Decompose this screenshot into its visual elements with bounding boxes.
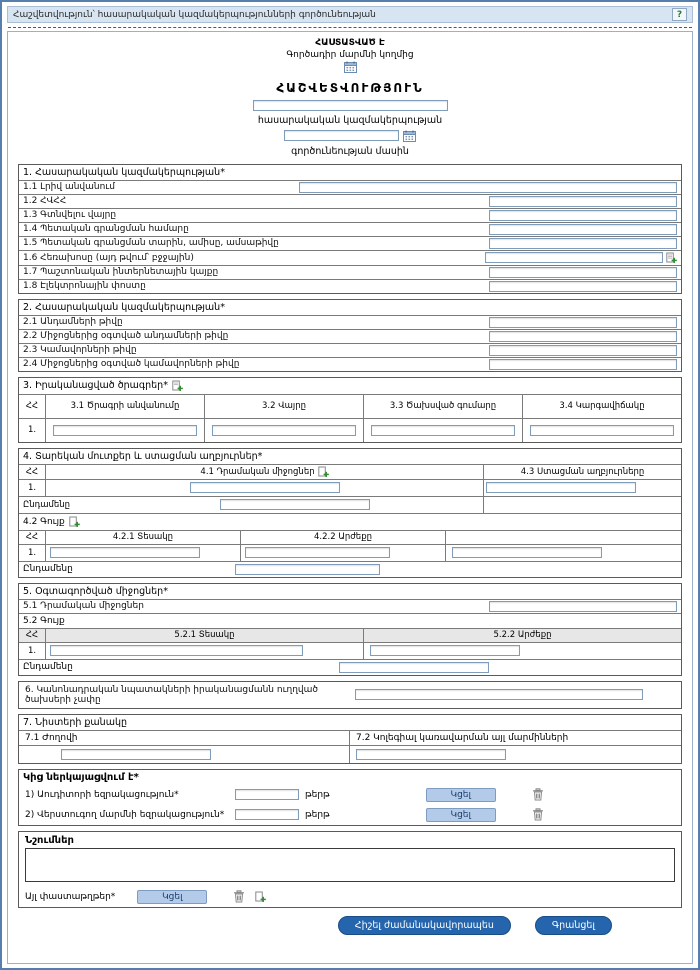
sheets-label: թերթ: [305, 809, 330, 820]
volunteers-count-input[interactable]: [489, 345, 677, 356]
section-3-title: 3. Իրականացված ծրագրեր*: [23, 380, 168, 392]
funded-members-label: 2.2 Միջոցներից օգտված անդամների թիվը: [23, 331, 229, 342]
property-row: [19, 544, 681, 561]
section-5: [18, 583, 682, 676]
registration-number-label: 1.4 Պետական գրանցման համարը: [23, 224, 189, 235]
statutory-expenses-label: 6. Կանոնադրական նպատակների իրականացմանն ուղղված ծախսերի չափը: [25, 684, 318, 705]
funded-volunteers-count-input[interactable]: [489, 359, 677, 370]
property-value-col: 4.2.2 Արժեքը: [240, 531, 445, 544]
program-name-col: 3.1 Ծրագրի անվանումը: [45, 395, 204, 418]
tin-label: 1.2 ՀՎՀՀ: [23, 196, 67, 207]
used-type-col: 5.2.1 Տեսակը: [45, 629, 363, 642]
phone-label: 1.6 Հեռախոսը (այդ թվում՝ բջջային): [23, 252, 194, 263]
revision-sheets-input[interactable]: [235, 809, 299, 820]
form-container: [7, 31, 693, 964]
statutory-expenses-input[interactable]: [355, 689, 643, 700]
save-temporarily-button[interactable]: Հիշել ժամանակավորապես: [338, 916, 511, 935]
other-docs-row: [25, 890, 675, 904]
attachments-section: [18, 769, 682, 826]
footer-actions: [18, 916, 682, 935]
collegial-col: 7.2 Կոլեգիալ կառավարման այլ մարմինների: [349, 731, 681, 745]
property-label: 4.2 Գույք: [23, 516, 65, 527]
section-7: [18, 714, 682, 764]
section-5-title: 5. Օգտագործված միջոցներ*: [23, 585, 168, 597]
section-2: [18, 299, 682, 372]
num-col-header: ՀՀ: [25, 630, 39, 641]
collegial-sessions-input[interactable]: [356, 749, 506, 760]
report-title: ՀԱՇՎԵՏՎՈՒԹՅՈՒՆ: [276, 80, 424, 95]
total-label: Ընդամենը: [23, 564, 73, 575]
full-name-input[interactable]: [299, 182, 677, 193]
num-col-header: ՀՀ: [25, 532, 39, 543]
approved-date-calendar-icon[interactable]: [344, 61, 357, 73]
used-property-label: 5.2 Գույք: [23, 615, 65, 626]
full-name-label: 1.1 Լրիվ անվանում: [23, 182, 115, 193]
notes-section: [18, 831, 682, 908]
report-period-input[interactable]: [284, 130, 399, 141]
revision-label: 2) Վերստուգող մարմնի եզրակացություն*: [25, 809, 225, 820]
num-col-header: ՀՀ: [25, 401, 39, 412]
assembly-sessions-input[interactable]: [61, 749, 211, 760]
members-count-label: 2.1 Անդամների թիվը: [23, 317, 123, 328]
email-label: 1.8 Էլեկտրոնային փոստը: [23, 281, 146, 292]
sheets-label: թերթ: [305, 789, 330, 800]
attachments-title: Կից ներկայացվում է*: [23, 771, 139, 783]
used-property-total-input[interactable]: [339, 662, 489, 673]
report-name-input[interactable]: [253, 100, 448, 111]
help-icon[interactable]: ?: [672, 8, 687, 21]
notes-title: Նշումներ: [25, 834, 74, 846]
audit-row: [19, 785, 681, 805]
register-button[interactable]: Գրանցել: [535, 916, 612, 935]
property-type-input[interactable]: [50, 547, 200, 558]
approved-by-label: Գործադիր մարմնի կողմից: [286, 49, 414, 60]
row-number: 1.: [27, 482, 37, 493]
money-col-header: 4.1 Դրամական միջոցներ: [200, 466, 315, 477]
website-input[interactable]: [489, 267, 677, 278]
funded-members-count-input[interactable]: [489, 331, 677, 342]
other-docs-delete-icon[interactable]: [233, 890, 245, 903]
program-place-col: 3.2 Վայրը: [204, 395, 363, 418]
property-header-row: [19, 530, 681, 544]
sources-col-header: 4.3 Ստացման աղբյուրները: [483, 465, 681, 479]
program-amount-input[interactable]: [371, 425, 516, 436]
approved-block: [18, 38, 682, 75]
assembly-col: 7.1 Ժողովի: [25, 732, 78, 743]
add-program-icon[interactable]: [172, 380, 183, 392]
audit-attach-button[interactable]: Կցել: [426, 788, 496, 802]
section-1: [18, 164, 682, 294]
revision-delete-icon[interactable]: [532, 808, 544, 821]
programs-header-row: [19, 394, 681, 418]
program-amount-col: 3.3 Ծախսված գումարը: [363, 395, 522, 418]
add-money-row-icon[interactable]: [318, 466, 329, 478]
used-property-total-row: [19, 659, 681, 675]
other-docs-add-icon[interactable]: [255, 891, 266, 903]
section-4: [18, 448, 682, 578]
row-number: 1.: [27, 645, 37, 656]
used-property-row: [19, 642, 681, 659]
window-titlebar: [7, 6, 693, 23]
email-input[interactable]: [489, 281, 677, 292]
report-activity-line: գործունեության մասին: [291, 145, 409, 157]
location-label: 1.3 Գտնվելու վայրը: [23, 210, 117, 221]
used-property-label-row: [19, 613, 681, 628]
other-docs-label: Այլ փաստաթղթեր*: [25, 891, 116, 902]
members-count-input[interactable]: [489, 317, 677, 328]
volunteers-count-label: 2.3 Կամավորների թիվը: [23, 345, 137, 356]
income-row: [19, 479, 681, 496]
notes-textarea[interactable]: [25, 848, 675, 882]
money-source-input[interactable]: [486, 482, 636, 493]
programs-row: [19, 418, 681, 442]
property-total-input[interactable]: [235, 564, 380, 575]
program-name-input[interactable]: [53, 425, 198, 436]
registration-number-input[interactable]: [489, 224, 677, 235]
used-property-value-input[interactable]: [370, 645, 520, 656]
used-property-header-row: [19, 628, 681, 642]
report-date-calendar-icon[interactable]: [403, 130, 416, 142]
total-label: Ընդամենը: [23, 499, 71, 510]
revision-row: [19, 805, 681, 825]
income-header-row: [19, 464, 681, 479]
window-title: Հաշվետվություն՝ հասարակական կազմակերպությունների գործունեության: [13, 9, 376, 20]
add-property-row-icon[interactable]: [69, 516, 80, 528]
property-total-row: [19, 561, 681, 577]
registration-date-label: 1.5 Պետական գրանցման տարին, ամիսը, ամսաթիվը: [23, 238, 279, 249]
row-number: 1.: [27, 547, 37, 558]
section-6: [18, 681, 682, 709]
section-3: [18, 377, 682, 443]
sessions-input-row: [19, 745, 681, 763]
revision-attach-button[interactable]: Կցել: [426, 808, 496, 822]
program-place-input[interactable]: [212, 425, 357, 436]
phone-input[interactable]: [485, 252, 663, 263]
section-4-title: 4. Տարեկան մուտքեր և ստացման աղբյուրներ*: [23, 450, 263, 462]
location-input[interactable]: [489, 210, 677, 221]
registration-date-input[interactable]: [489, 238, 677, 249]
money-amount-input[interactable]: [190, 482, 340, 493]
section-1-title: 1. Հասարակական կազմակերպության*: [23, 166, 225, 178]
dashed-separator: [8, 27, 692, 28]
report-org-line: հասարակական կազմակերպության: [257, 114, 443, 126]
other-docs-attach-button[interactable]: Կցել: [137, 890, 207, 904]
used-money-label: 5.1 Դրամական միջոցներ: [23, 601, 144, 612]
property-row-header: [19, 513, 681, 530]
property-source-input[interactable]: [452, 547, 602, 558]
tin-input[interactable]: [489, 196, 677, 207]
website-label: 1.7 Պաշտոնական ինտերնետային կայքը: [23, 267, 219, 278]
total-label: Ընդամենը: [23, 662, 73, 673]
program-status-col: 3.4 Կարգավիճակը: [522, 395, 681, 418]
used-money-input[interactable]: [489, 601, 677, 612]
audit-sheets-input[interactable]: [235, 789, 299, 800]
audit-label: 1) Աուդիտորի եզրակացություն*: [25, 789, 179, 800]
approved-label: ՀԱՍՏԱՏՎԱԾ Է: [315, 38, 385, 48]
row-number: 1.: [27, 425, 37, 436]
audit-delete-icon[interactable]: [532, 788, 544, 801]
used-value-col: 5.2.2 Արժեքը: [363, 629, 681, 642]
section-2-title: 2. Հասարակական կազմակերպության*: [23, 301, 225, 313]
sessions-header-row: [19, 730, 681, 745]
property-type-col: 4.2.1 Տեսակը: [45, 531, 240, 544]
section-7-title: 7. Նիստերի քանակը: [23, 716, 127, 728]
program-status-input[interactable]: [530, 425, 675, 436]
phone-add-icon[interactable]: [666, 252, 677, 264]
income-total-row: [19, 496, 681, 513]
used-property-type-input[interactable]: [50, 645, 303, 656]
money-total-input[interactable]: [220, 499, 370, 510]
num-col-header: ՀՀ: [25, 466, 39, 477]
funded-volunteers-label: 2.4 Միջոցներից օգտված կամավորների թիվը: [23, 359, 240, 370]
property-value-input[interactable]: [245, 547, 390, 558]
